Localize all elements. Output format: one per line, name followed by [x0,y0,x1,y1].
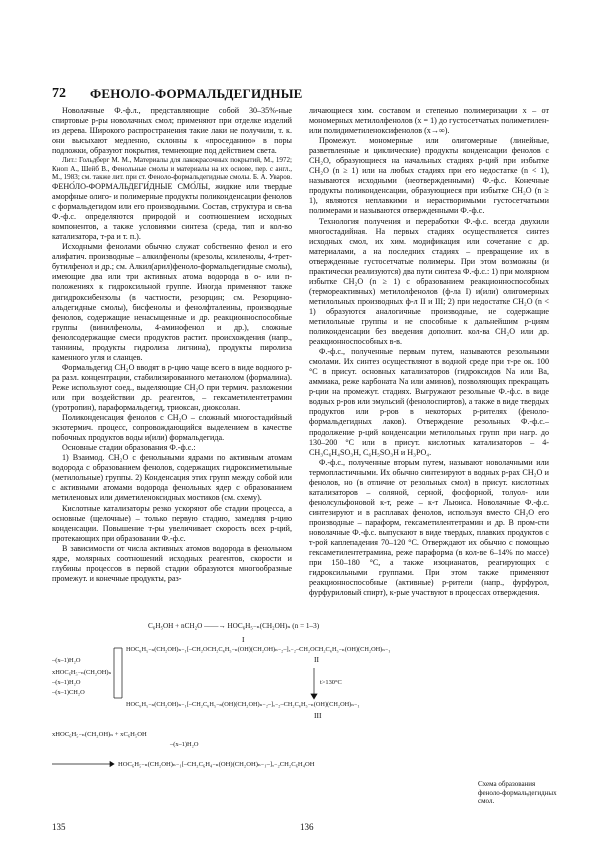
paragraph: Кислотные катализаторы резко ускоряют обе стадии процесса, а основные (щелочные) – только первую стадию, замедляя р-цию конденсации. Повышение т-ры увеличивает скорость всех р-ций, протекающих при образовании Ф.-ф.с. [52,503,292,543]
running-head: ФЕНОЛО-ФОРМАЛЬДЕГИДНЫЕ [90,86,303,101]
reaction-2-product: HOC₆H₅₋ₙ(CH₂OH)ₙ₋₁[–CH₂C₆H₄₋ₙ(OH)(CH₂OH)ₙ₋₁–]ₓ₋₂CH₂C₆H₄OH [118,761,315,768]
reaction-1: C₆H₅OH + nCH₂O ——→ HOC₆H₅₋ₙ(CH₂OH)ₙ (n = 1–3) [148,622,320,630]
paragraph: Основные стадии образования Ф.-ф.с.: [62,443,196,453]
paragraph: Технология получения и переработки Ф.-ф.с. всегда двухили многостадийная. На первых стадиях осуществляется синтез исходных смол, их хим. модификация или сочетание с др. материалами, а на последних стадиях – превращение их в отвержденные густосетчатые полимеры. При этом возможны (и практически реализуются) два пути синтеза Ф.-ф.с.: 1) при молярном избытке CH₂O (n ≥ 1) с образованием реакционноспособных (термореактивных) метилолфенолов (ф-ла I) и(или) олигомерных метилольных производных ф-л II и III; 2) при недостатке CH₂O (n < 1) образуются аналогичные производные, не содержащие метилольные группы и не способные к дальнейшим р-циям поликонденсации без введения дополнит. кол-ва CH₂O или др. реакционноспособных в-в. [309,216,549,347]
article-heading-paragraph: ФЕНО́ЛО-ФОРМАЛЬДЕГИ́ДНЫЕ СМО́ЛЫ, жидкие или твердые аморфные олиго- и полимерные продукты поликонденсации фенолов с формальдегидом или его производными. Состав, структура и св-ва Ф.-ф.с. определяются природой и соотношением исходных компонентов, а также условиями синтеза (среда, тип и кол-во катализатора, т-ра и т. п.). [52,182,292,242]
branch-label-2: xHOC₆H₅₋ₙ(CH₂OH)ₙ [52,669,112,676]
paragraph: личающиеся хим. составом и степенью полимеризации x – от мономерных метилолфенолов (x = 1) до густосетчатых полиметилен- или полидиметиленоксифенолов (x→∞). [309,106,549,136]
label-III: III [314,711,322,720]
paragraph: Ф.-ф.с., полученные вторым путем, называют новолачными или термопластичными. Их обычно синтезируют в водных р-рах CH₂O и фенолов, но (в отличие от резольных смол) в присут. кислотных катализаторов – соляной, серной, фосфорной, толуол- или фенолсульфоновой к-т, реже – к-т Льюиса. Новолачные Ф.-ф.с. синтезируют и в расплавах фенолов, используя вместо CH₂O его производные – параформ, гексаметилентетрамин и др. В пром-сти новолачные Ф.-ф.с. выпускают в виде твердых, плавких продуктов с т-рой каплепадения 70–120 °С. Отверждают их обычно с помощью гексаметилентетрамина, реже параформа (в кол-ве 6–14% по массе) при 150–180 °С, а также изоцианатов, реагирующих с гидроксильными группами. При этом также применяют реакционноспособные (активные) р-рители (напр., фурфурол, фурфуриловый спирт), к-рые участвуют в процессах отверждения. [309,457,549,598]
product-II: HOC₆H₅₋ₙ(CH₂OH)ₙ₋₁[–CH₂OCH₂C₆H₅₋ₙ(OH)(CH₂OH)ₙ₋₂–]ₓ₋₂–CH₂OCH₂C₆H₅₋ₙ(OH)(CH₂OH)ₙ₋₁ [126,646,391,653]
branch-label-3: –(x–1)H₂O [52,679,81,686]
paragraph: Промежут. мономерные или олигомерные (линейные, разветвленные и циклические) продукты конденсации фенолов с CH₂O, образующиеся на начальных стадиях р-ций при избытке CH₂O (n ≥ 1) или на любых стадиях при его недостатке (n < 1), называются исходными (неотвержденными) Ф.-ф.с. Конечные продукты поликонденсации, образующиеся при избытке CH₂O (n ≥ 1), являются неплавкими и нерастворимыми густосетчатыми полимерами и называются отвержденными Ф.-ф.с. [309,136,549,216]
paragraph: Ф.-ф.с., полученные первым путем, называются резольными смолами. Их синтез осуществляют в водной среде при т-ре ок. 100 °С в присут. основных катализаторов (гидроксидов Na или Ba, аммиака, реже карбоната Na или аминов), позволяющих прекращать р-ции на промежут. стадиях. Выгружают резольные Ф.-ф.с. в виде водных р-ров или эмульсий (фенолоспиртов), а также в виде твердых продуктов или р-ров в некоторых р-рителях (феноло-формальдегидных лаков). Отверждение резольных Ф.-ф.с.– продолжение р-ций конденсации метилольных групп при нагр. до 130–200 °С или в присут. кислотных катализаторов – 4-CH₃C₆H₄SO₃H, C₆H₅SO₃H и H₃PO₄. [309,347,549,457]
label-I: I [242,635,245,644]
page-number: 72 [52,86,66,101]
reaction-scheme [52,618,552,778]
branch-label-1: –(x–1)H₂O [52,657,81,664]
paragraph: В зависимости от числа активных атомов водорода в фенольном ядре, молярных соотношений исходных реагентов, скорости и глубины процессов в первой стадии образуются многообразные промежут. и конечные продукты, раз- [52,543,292,583]
left-column [52,106,292,618]
right-column [309,106,549,618]
vertical-arrow [311,668,317,699]
paragraph: Исходными фенолами обычно служат собственно фенол и его алифатич. производные – алкилфенолы (крезолы, ксиленолы, 4-трет-бутилфенол и др.; см. Алкил(арил)феноло-формальдегидные смолы), имеющие два или три активных атома водорода в о- или п-положениях к гидроксильной группе. Иногда применяют также дигидроксибензолы (в частности, резорцин; см. Резорцино-альдегидные смолы), бисфенолы и фенолфталеины, производные фенолов, содержащие ненасыщенные и др. реакционноспособные группы (винилфенолы, 4-аминофенол и др.), сложные фенолсодержащие смеси продуктов растит. происхождения (напр., таннины, продукты гидролиза лигнина), продукты пиролиза каменного угля и сланцев. [52,242,292,362]
paragraph: Формальдегид CH₂O вводят в р-цию чаще всего в виде водного р-ра разл. концентрации, стабилизированного метанолом (формалина). Реже используют соед., выделяющие CH₂O при термич. разложении или при воздействии др. реагентов, – гексаметилентетрамин (уротропин), параформальдегид, триоксан, диоксолан. [52,362,292,413]
footer-left-page: 135 [52,822,66,832]
paragraph: 1) Взаимод. CH₂O с фенольными ядрами по активным атомам водорода с образованием фенолов, содержащих гидроксиметильные (метилольные) группы. 2) Конденсация этих групп между собой или с активными атомами водорода фенольных ядер с образованием метиленовых или диметиленоксидных мостиков (см. схему). [52,453,292,503]
reaction-2-loss: –(x–1)H₂O [170,741,199,748]
scheme-caption: Схема образования феноло-формальдегидных смол. [478,780,557,805]
label-II: II [314,655,319,664]
literature-reference: Лит.: Гольдберг М. М., Материалы для лакокрасочных покрытий, М., 1972; Кноп А., Шейб В., Фенольные смолы и материалы на их основе, пер. с англ., М., 1983; см. также лит. при ст. Феноло-формальдегидные смолы. Б. А. Уваров. [52,156,292,182]
footer-right-page: 136 [300,822,314,832]
branch-label-4: –(x–1)CH₂O [52,689,85,696]
reaction-2-reactants: xHOC₆H₅₋ₙ(CH₂OH)ₙ + xC₆H₅OH [52,731,147,738]
paragraph: Новолачные Ф.-ф.л., представляющие собой 30–35%-ные спиртовые р-ры новолачных смол; применяют при отделке изделий из дерева. Широкого распространения такие лаки не получили, т. к. они высыхают медленно, склонны к «проседанию» в поры подложки, образуют покрытия, темнеющие под действием света. [52,106,292,156]
arrow-condition: t>130°C [320,679,342,686]
branch-bracket [114,648,122,698]
reaction-2-arrow [52,762,114,767]
page-header [52,86,552,104]
paragraph: Поликонденсация фенолов с CH₂O – сложный многостадийный экзотермич. процесс, сопровождающийся выделением в качестве побочных продуктов воды и(или) формальдегида. [52,413,292,443]
product-III: HOC₆H₅₋ₙ(CH₂OH)ₙ₋₁[–CH₂C₆H₅₋ₙ(OH)(CH₂OH)ₙ₋₂–]ₓ₋₂–CH₂C₆H₅₋ₙ(OH)(CH₂OH)ₙ₋₁ [126,701,360,708]
